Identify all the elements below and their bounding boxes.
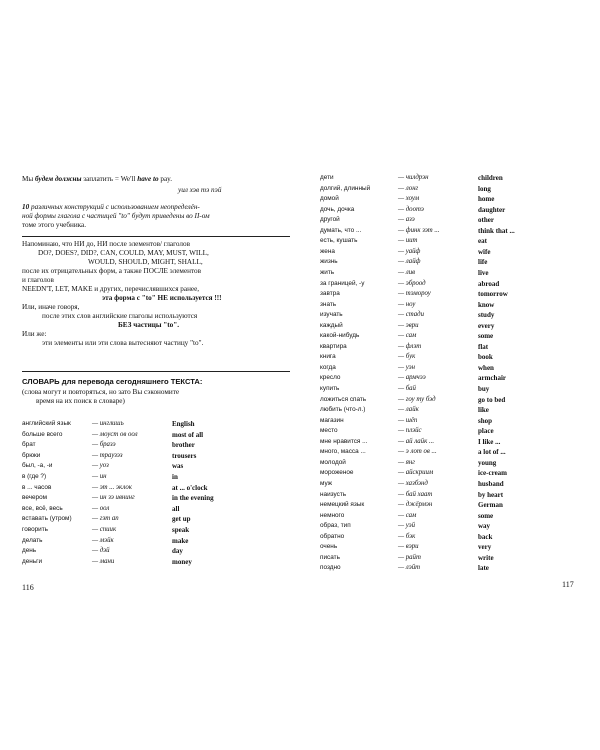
english-word: place [478, 427, 494, 436]
english-word: late [478, 564, 489, 573]
transliteration: — райт [398, 553, 421, 561]
transliteration: — оол [92, 504, 110, 512]
english-word: wife [478, 247, 491, 256]
transliteration: — хоум [398, 195, 420, 203]
russian-word: вечером [22, 494, 48, 502]
transliteration: — хазбэнд [398, 479, 428, 487]
russian-word: за границей, -у [320, 279, 365, 287]
english-word: speak [172, 526, 190, 534]
transliteration: — янг [398, 458, 415, 466]
english-word: life [478, 258, 488, 267]
transliteration: — уэй [398, 522, 416, 530]
english-word: some [478, 332, 494, 341]
english-word: flat [478, 342, 489, 351]
left-page [0, 0, 298, 750]
russian-word: книга [320, 353, 336, 361]
english-word: study [478, 311, 495, 320]
russian-word: очень [320, 543, 338, 551]
russian-word: говорить [22, 526, 49, 533]
divider-top [22, 236, 290, 237]
english-word: make [172, 536, 189, 545]
russian-word: жить [320, 268, 335, 276]
note-line-2: ной формы глаголa с частицей "to" будут приведены во II-ом [22, 212, 210, 220]
transliteration: — гэт ап [92, 515, 119, 523]
russian-word: писать [320, 553, 340, 561]
reminder-line-5: и глаголов [22, 276, 54, 284]
english-word: go to bed [478, 395, 506, 404]
english-word: most of all [172, 430, 204, 439]
english-word: eat [478, 237, 487, 246]
reminder-line-8: Или, иначе говоря, [22, 303, 80, 311]
transliteration: — ин зэ ивнинг [92, 494, 135, 502]
english-word: write [478, 553, 494, 562]
russian-word: долгий, длинный [320, 184, 371, 192]
english-word: get up [172, 515, 191, 524]
transliteration: — финк зэт ... [398, 226, 440, 234]
english-word: brother [172, 441, 195, 450]
russian-word: немного [320, 511, 345, 519]
page-number-right: 117 [562, 580, 574, 589]
russian-word: знать [320, 300, 337, 308]
transliteration: — лайк [398, 406, 419, 414]
russian-word: изучать [320, 311, 343, 319]
russian-word: все, всё, весь [22, 504, 63, 512]
english-word: book [478, 353, 493, 362]
transliteration: — сам [398, 332, 417, 340]
english-word: by heart [478, 490, 504, 499]
russian-word: делать [22, 536, 43, 544]
english-word: all [172, 504, 180, 513]
russian-word: жена [320, 247, 335, 255]
reminder-line-3: WOULD, SHOULD, MIGHT, SHALL, [88, 258, 203, 266]
english-word: children [478, 174, 503, 182]
transliteration: — сам [398, 511, 417, 519]
example-end: pay. [158, 175, 173, 183]
transliteration: — армчээ [398, 374, 426, 382]
reminder-line-1: Напоминаю, что НИ до, НИ после элементов/ глаголов [22, 240, 190, 248]
example-bold: будем должны [35, 175, 82, 183]
transliteration: — уоз [92, 462, 109, 470]
transliteration: — спиик [92, 526, 117, 533]
reminder-line-11: Или же: [22, 330, 47, 338]
russian-word: был, -а, -и [22, 462, 53, 470]
russian-word: молодой [320, 458, 346, 466]
dictionary-title: СЛОВАРЬ для перевода сегодняшнего ТЕКСТА: [22, 377, 203, 386]
russian-word: мороженое [320, 469, 354, 477]
english-word: at ... o'clock [172, 483, 208, 492]
russian-word: муж [320, 479, 333, 487]
english-word: tomorrow [478, 290, 508, 299]
transliteration: — джёрмэн [398, 501, 433, 509]
english-word: know [478, 300, 495, 309]
page-number-left: 116 [22, 583, 34, 592]
note-line-1: 10 различных конструкций с использованием неопределён- [22, 203, 200, 211]
english-word: live [478, 268, 489, 277]
english-word: German [478, 501, 503, 510]
transliteration: — ай лайк ... [398, 437, 435, 445]
transliteration: — лайф [398, 258, 421, 266]
transliteration: — гоу ту бэд [398, 395, 436, 403]
russian-word: брат [22, 441, 36, 449]
divider-bottom [22, 371, 290, 372]
transliteration: — ин [92, 473, 107, 480]
english-word: every [478, 321, 495, 330]
reminder-line-9: после этих слов английские глаголы используются [42, 312, 198, 320]
english-word: daughter [478, 205, 506, 214]
transliteration: — шёп [398, 416, 418, 424]
russian-word: жизнь [320, 258, 338, 266]
transliteration: — лэйт [398, 564, 421, 572]
transliteration: — флэт [398, 342, 422, 350]
transliteration: — дэй [92, 547, 110, 555]
english-word: was [172, 462, 184, 471]
russian-word: брюки [22, 451, 41, 459]
english-word: I like ... [478, 437, 501, 446]
english-word: trousers [172, 451, 197, 460]
english-word: other [478, 216, 494, 225]
russian-word: любить (что-л.) [320, 406, 366, 414]
russian-word: магазин [320, 416, 344, 424]
transliteration: — тэмороу [398, 290, 431, 298]
russian-word: когда [320, 363, 336, 371]
russian-word: другой [320, 216, 340, 224]
transliteration: — э лот ов ... [398, 448, 437, 456]
transliteration: — бай хаат [398, 490, 433, 498]
transliteration: — чилдрэн [398, 174, 429, 181]
russian-word: домой [320, 195, 339, 203]
transliteration: — бук [398, 353, 416, 361]
example-pre: Мы [22, 175, 36, 183]
russian-word: в (где ?) [22, 473, 47, 480]
russian-word: есть, кушать [320, 237, 358, 245]
dictionary-subtitle-1: (слова могут и повторяться, но зато Вы сэкономите [22, 388, 180, 396]
transliteration: — айскриим [398, 469, 434, 477]
reminder-line-10: БЕЗ частицы "to". [118, 321, 180, 329]
transliteration: — уайф [398, 247, 421, 255]
transliteration: — ноу [398, 300, 416, 308]
english-word: long [478, 184, 491, 193]
russian-word: какой-нибудь [320, 332, 360, 340]
transliteration: — инглишь [92, 420, 124, 427]
transliteration: — мэйк [92, 536, 114, 544]
transliteration: — стади [398, 311, 424, 319]
russian-word: обратно [320, 532, 345, 540]
english-word: young [478, 458, 497, 467]
russian-word: в ... часов [22, 483, 52, 491]
english-word: English [172, 420, 195, 428]
russian-word: кресло [320, 374, 341, 382]
russian-word: день [22, 547, 37, 555]
transliteration: — эт ... эклок [92, 483, 132, 491]
russian-word: немецкий язык [320, 501, 365, 509]
russian-word: вставать (утром) [22, 515, 72, 523]
note-paragraph [22, 203, 290, 230]
russian-word: место [320, 427, 338, 435]
russian-word: больше всего [22, 430, 63, 438]
transliteration: — моуст ов оол [92, 430, 138, 438]
transliteration: — плэйс [398, 427, 422, 435]
transliteration: — эброод [398, 279, 426, 287]
english-word: abroad [478, 279, 500, 288]
example-sentence [22, 175, 172, 184]
reminder-line-4: после их отрицательных форм, а также ПОСЛЕ элементов [22, 267, 202, 275]
english-word: armchair [478, 374, 506, 383]
transliteration: — эври [398, 321, 419, 329]
transliteration: — бразэ [92, 441, 116, 449]
english-word: day [172, 547, 183, 556]
transliteration: — азэ [398, 216, 415, 224]
right-page [300, 0, 600, 750]
english-word: in [172, 473, 178, 481]
example-transliteration: уил хэв тэ пэй [178, 186, 222, 194]
english-word: when [478, 363, 494, 372]
english-word: in the evening [172, 494, 214, 503]
english-word: ice-cream [478, 469, 508, 478]
russian-word: наизусть [320, 490, 347, 498]
english-word: home [478, 195, 495, 204]
english-word: some [478, 511, 494, 520]
transliteration: — траузэз [92, 451, 123, 459]
transliteration: — мани [92, 557, 115, 565]
russian-word: много, масса ... [320, 448, 366, 456]
english-word: way [478, 522, 491, 531]
transliteration: — вэри [398, 543, 419, 551]
reminder-line-2: DO?, DOES?, DID?, CAN, COULD, MAY, MUST, WILL, [38, 249, 209, 257]
russian-word: купить [320, 385, 340, 392]
english-word: a lot of ... [478, 448, 506, 457]
reminder-block [22, 240, 290, 348]
english-word: buy [478, 385, 490, 393]
russian-word: мне нравится ... [320, 437, 368, 445]
transliteration: — доотэ [398, 205, 424, 213]
reminder-line-12: эти элементы или эти слова вытесняют частицу "to". [42, 339, 204, 347]
russian-word: квартира [320, 342, 347, 350]
transliteration: — бай [398, 385, 416, 392]
transliteration: — лонг [398, 184, 419, 192]
russian-word: английский язык [22, 420, 71, 427]
russian-word: думать, что ... [320, 226, 362, 234]
russian-word: поздно [320, 564, 341, 572]
russian-word: каждый [320, 321, 343, 329]
transliteration: — бэк [398, 532, 416, 540]
transliteration: — иит [398, 237, 418, 245]
russian-word: завтра [320, 290, 340, 298]
english-word: back [478, 532, 493, 541]
transliteration: — лив [398, 268, 416, 276]
russian-word: деньги [22, 557, 43, 565]
example-bold2: have to [137, 175, 159, 183]
reminder-line-7: эта форма с "to" НЕ используется !!! [102, 294, 222, 302]
dictionary-subtitle-2: время на их поиск в словаре) [36, 397, 125, 405]
english-word: like [478, 406, 489, 415]
english-word: very [478, 543, 492, 552]
russian-word: дети [320, 174, 334, 181]
example-mid: заплатить = We'll [81, 175, 138, 183]
russian-word: образ, тип [320, 522, 351, 530]
english-word: think that ... [478, 226, 515, 235]
english-word: shop [478, 416, 493, 425]
english-word: husband [478, 479, 504, 488]
transliteration: — уэн [398, 363, 416, 371]
russian-word: дочь, дочка [320, 205, 355, 213]
note-line-3: томе этого учебника. [22, 221, 87, 229]
english-word: money [172, 557, 192, 566]
reminder-line-6: NEEDN'T, LET, MAKE и других, перечислявшихся ранее, [22, 285, 200, 293]
russian-word: ложиться спать [320, 395, 367, 403]
